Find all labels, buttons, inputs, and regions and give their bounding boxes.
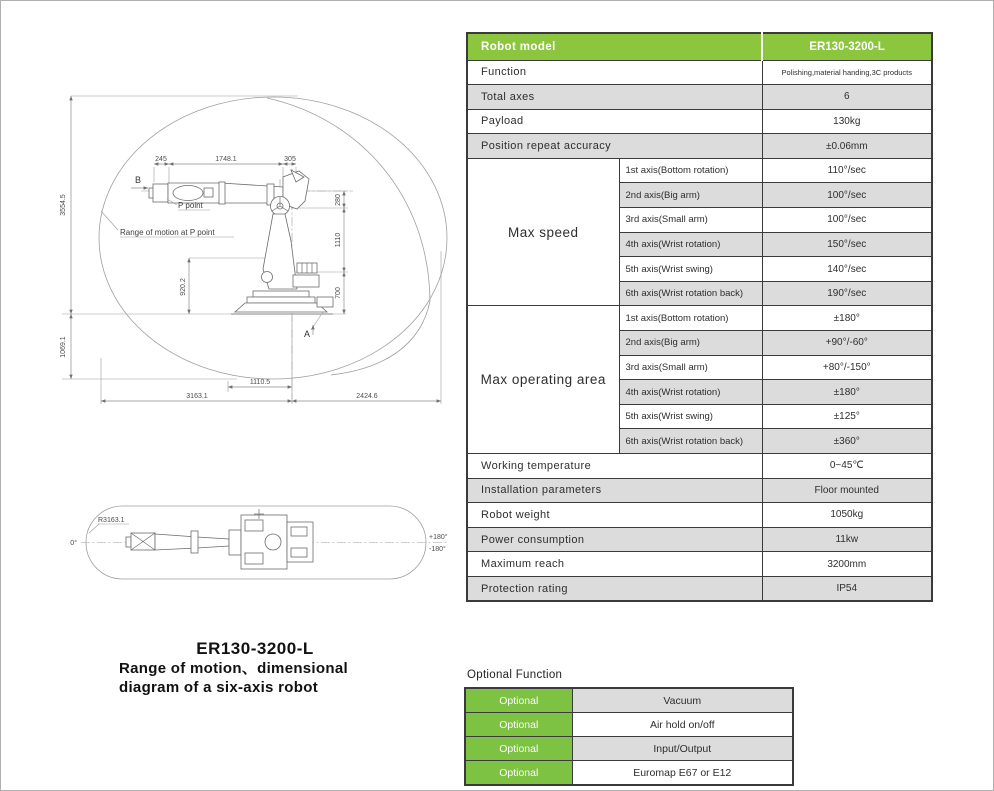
spec-row-speed-2: 2nd axis(Big arm) 100°/sec xyxy=(467,183,932,208)
dimension-lines xyxy=(71,96,441,401)
robot-side-view xyxy=(149,170,333,314)
optional-row-io: Optional Input/Output xyxy=(465,737,793,761)
spec-row-payload: Payload 130kg xyxy=(467,109,932,134)
dim-3554: 3554.5 xyxy=(60,194,67,216)
dim-700: 700 xyxy=(335,287,342,299)
spec-row-total-axes: Total axes 6 xyxy=(467,85,932,110)
spec-row-area-2: 2nd axis(Big arm) +90°/-60° xyxy=(467,331,932,356)
spec-row-speed-4: 4th axis(Wrist rotation) 150°/sec xyxy=(467,232,932,257)
spec-header-value: ER130-3200-L xyxy=(762,33,932,60)
spec-row-area-4: 4th axis(Wrist rotation) ±180° xyxy=(467,380,932,405)
spec-row-weight: Robot weight 1050kg xyxy=(467,503,932,528)
spec-row-speed-5: 5th axis(Wrist swing) 140°/sec xyxy=(467,257,932,282)
spec-table xyxy=(466,32,933,602)
optional-row-vacuum: Optional Vacuum xyxy=(465,688,793,713)
optional-function-table xyxy=(464,687,794,786)
minus-180-label: -180° xyxy=(429,546,446,553)
plus-180-label: +180° xyxy=(429,534,448,541)
spec-row-power: Power consumption 11kw xyxy=(467,527,932,552)
spec-row-area-3: 3rd axis(Small arm) +80°/-150° xyxy=(467,355,932,380)
spec-row-speed-3: 3rd axis(Small arm) 100°/sec xyxy=(467,208,932,233)
spec-row-speed-6: 6th axis(Wrist rotation back) 190°/sec xyxy=(467,281,932,306)
optional-row-euromap: Optional Euromap E67 or E12 xyxy=(465,761,793,786)
spec-row-accuracy: Position repeat accuracy ±0.06mm xyxy=(467,134,932,159)
view-b-label: B xyxy=(135,175,142,185)
dim-1748: 1748.1 xyxy=(215,156,237,163)
spec-row-function: Function Polishing,material handing,3C products xyxy=(467,60,932,85)
spec-row-speed-1: Max speed 1st axis(Bottom rotation) 110°/sec xyxy=(467,158,932,183)
spec-header-row xyxy=(467,33,932,60)
max-speed-group-label: Max speed xyxy=(467,158,619,306)
max-operating-group-label: Max operating area xyxy=(467,306,619,454)
spec-row-area-5: 5th axis(Wrist swing) ±125° xyxy=(467,404,932,429)
spec-row-protection: Protection rating IP54 xyxy=(467,576,932,601)
dim-1110-5: 1110.5 xyxy=(249,379,271,386)
dim-2424: 2424.6 xyxy=(356,393,378,400)
caption-line1: Range of motion、dimensional xyxy=(119,660,348,677)
extension-lines xyxy=(62,96,441,404)
diagram-caption xyxy=(119,639,391,697)
robot-top-view xyxy=(70,506,449,579)
spec-row-area-6: 6th axis(Wrist rotation back) ±360° xyxy=(467,429,932,454)
dim-1069: 1069.1 xyxy=(60,336,67,358)
view-a-label: A xyxy=(304,329,311,339)
range-note-label: Range of motion at P point xyxy=(120,228,215,237)
zero-degree-label: 0° xyxy=(70,540,77,547)
dim-1110: 1110 xyxy=(335,232,342,248)
optional-function-title: Optional Function xyxy=(467,669,563,681)
dim-305: 305 xyxy=(284,156,296,163)
radius-label: R3163.1 xyxy=(98,517,125,524)
caption-line2: diagram of a six-axis robot xyxy=(119,679,318,696)
spec-row-area-1: Max operating area 1st axis(Bottom rotation) ±180° xyxy=(467,306,932,331)
spec-row-temperature: Working temperature 0~45℃ xyxy=(467,454,932,479)
dim-245: 245 xyxy=(155,156,167,163)
robot-dimension-diagram xyxy=(1,1,466,601)
dim-920: 920.2 xyxy=(180,278,187,296)
spec-row-reach: Maximum reach 3200mm xyxy=(467,552,932,577)
spec-header-label: Robot model xyxy=(467,33,762,60)
spec-row-installation: Installation parameters Floor mounted xyxy=(467,478,932,503)
dim-280: 280 xyxy=(335,194,342,206)
optional-row-air-hold: Optional Air hold on/off xyxy=(465,713,793,737)
caption-model: ER130-3200-L xyxy=(196,639,314,658)
dim-3163: 3163.1 xyxy=(186,393,208,400)
p-point-label: P point xyxy=(178,201,203,210)
